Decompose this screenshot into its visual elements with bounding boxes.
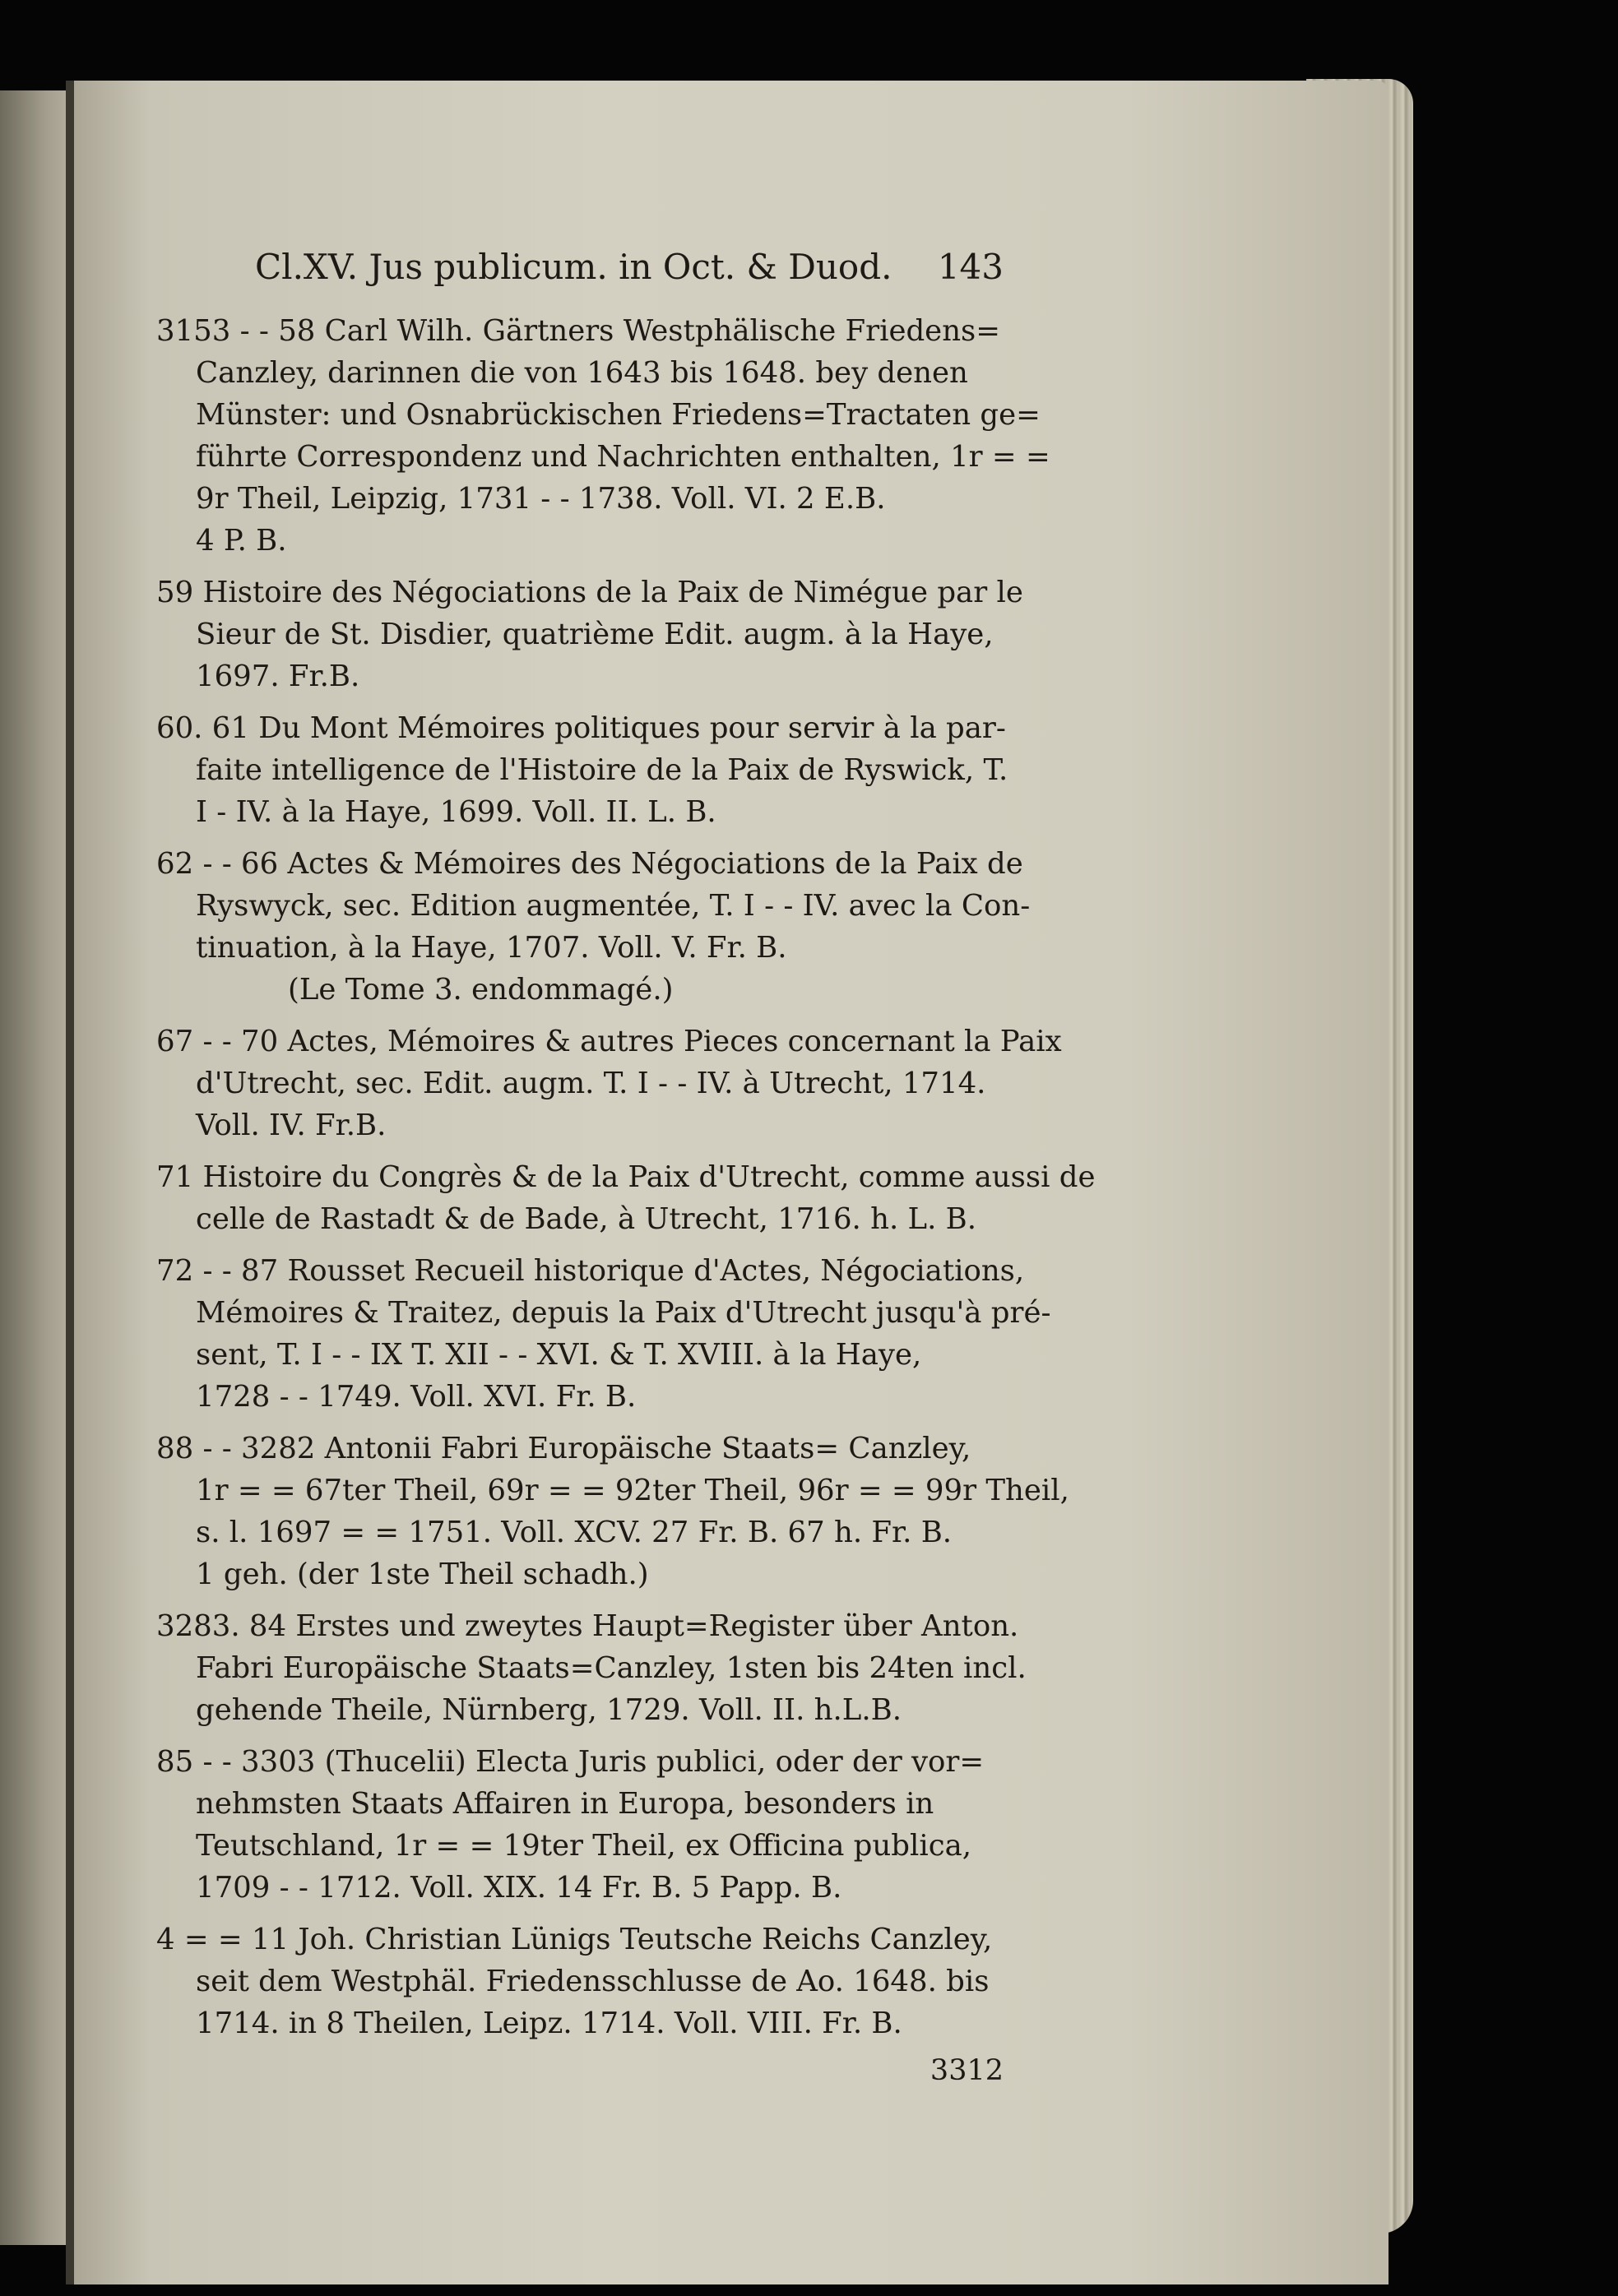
entry-line: 4 = = 11 Joh. Christian Lünigs Teutsche Reichs Canzley, xyxy=(156,1923,993,1956)
entry-line: s. l. 1697 = = 1751. Voll. XCV. 27 Fr. B. 67 h. Fr. B. xyxy=(196,1516,953,1549)
catalog-entry xyxy=(156,1605,1027,1731)
catalog-entry xyxy=(156,310,1050,562)
entry-line: 59 Histoire des Négociations de la Paix de Nimégue par le xyxy=(156,576,1023,609)
entry-line: 72 - - 87 Rousset Recueil historique d'Actes, Négociations, xyxy=(156,1254,1025,1288)
entry-line: seit dem Westphäl. Friedensschlusse de Ao. 1648. bis xyxy=(196,1965,990,1998)
entry-line: Canzley, darinnen die von 1643 bis 1648. bey denen xyxy=(196,356,968,390)
entry-line: 1714. in 8 Theilen, Leipz. 1714. Voll. VIII. Fr. B. xyxy=(196,2007,902,2040)
entry-note: (Le Tome 3. endommagé.) xyxy=(288,973,674,1007)
entry-line: tinuation, à la Haye, 1707. Voll. V. Fr. B. xyxy=(196,931,787,965)
catalog-entry xyxy=(156,1021,1062,1146)
entry-line: 3153 - - 58 Carl Wilh. Gärtners Westphälische Friedens= xyxy=(156,314,1001,348)
entry-line: 67 - - 70 Actes, Mémoires & autres Pieces concernant la Paix xyxy=(156,1025,1062,1058)
entry-line: I - IV. à la Haye, 1699. Voll. II. L. B. xyxy=(196,795,716,829)
entry-line: Sieur de St. Disdier, quatrième Edit. augm. à la Haye, xyxy=(196,618,994,651)
entry-line: 1709 - - 1712. Voll. XIX. 14 Fr. B. 5 Papp. B. xyxy=(196,1871,842,1905)
entry-line: sent, T. I - - IX T. XII - - XVI. & T. XVIII. à la Haye, xyxy=(196,1338,922,1372)
catalog-entry xyxy=(156,1156,1096,1240)
entry-line: 71 Histoire du Congrès & de la Paix d'Utrecht, comme aussi de xyxy=(156,1160,1096,1194)
entry-line: 1697. Fr.B. xyxy=(196,660,360,693)
page-text xyxy=(156,247,1096,2090)
entry-line: 4 P. B. xyxy=(196,524,287,558)
entry-line: Ryswyck, sec. Edition augmentée, T. I - - IV. avec la Con- xyxy=(196,889,1031,923)
catalog-entry xyxy=(156,843,1031,1011)
entry-line: Fabri Europäische Staats=Canzley, 1sten bis 24ten incl. xyxy=(196,1651,1027,1685)
entry-line: 62 - - 66 Actes & Mémoires des Négociations de la Paix de xyxy=(156,847,1023,881)
entry-line: faite intelligence de l'Histoire de la Paix de Ryswick, T. xyxy=(196,753,1008,787)
facing-page-edge xyxy=(0,90,76,2245)
entry-line: gehende Theile, Nürnberg, 1729. Voll. II. h.L.B. xyxy=(196,1693,902,1727)
entry-line: 60. 61 Du Mont Mémoires politiques pour servir à la par- xyxy=(156,711,1006,745)
entry-line: 85 - - 3303 (Thucelii) Electa Juris publici, oder der vor= xyxy=(156,1745,985,1779)
entry-line: 1r = = 67ter Theil, 69r = = 92ter Theil, 96r = = 99r Theil, xyxy=(196,1474,1069,1507)
entry-line: 1728 - - 1749. Voll. XVI. Fr. B. xyxy=(196,1380,637,1414)
entry-line: d'Utrecht, sec. Edit. augm. T. I - - IV. à Utrecht, 1714. xyxy=(196,1067,986,1100)
entry-line: nehmsten Staats Affairen in Europa, besonders in xyxy=(196,1787,934,1821)
running-title: Cl.XV. Jus publicum. in Oct. & Duod. xyxy=(255,247,892,287)
catalog-entry xyxy=(156,707,1008,833)
page-number: 143 xyxy=(937,247,1004,287)
entry-line: 1 geh. (der 1ste Theil schadh.) xyxy=(196,1558,649,1591)
running-header xyxy=(255,247,1004,287)
entry-line: 3283. 84 Erstes und zweytes Haupt=Register über Anton. xyxy=(156,1609,1019,1643)
entry-line: Münster: und Osnabrückischen Friedens=Tractaten ge= xyxy=(196,398,1041,432)
book-gutter xyxy=(66,81,74,2284)
entry-line: Teutschland, 1r = = 19ter Theil, ex Officina publica, xyxy=(196,1829,972,1863)
entry-line: celle de Rastadt & de Bade, à Utrecht, 1716. h. L. B. xyxy=(196,1202,977,1236)
catalog-entry xyxy=(156,572,1023,697)
catalog-entry xyxy=(156,1250,1051,1418)
entry-line: 88 - - 3282 Antonii Fabri Europäische Staats= Canzley, xyxy=(156,1432,971,1465)
entry-line: 9r Theil, Leipzig, 1731 - - 1738. Voll. VI. 2 E.B. xyxy=(196,482,886,516)
entry-line: Voll. IV. Fr.B. xyxy=(196,1109,387,1142)
catalog-entry xyxy=(156,1741,1004,1909)
catalog-entry xyxy=(156,1919,1004,2044)
entry-line: Mémoires & Traitez, depuis la Paix d'Utrecht jusqu'à pré- xyxy=(196,1296,1051,1330)
entry-line: führte Correspondenz und Nachrichten enthalten, 1r = = xyxy=(196,440,1050,474)
catchword: 3312 xyxy=(930,2054,1004,2087)
catalog-entry xyxy=(156,1428,1069,1595)
